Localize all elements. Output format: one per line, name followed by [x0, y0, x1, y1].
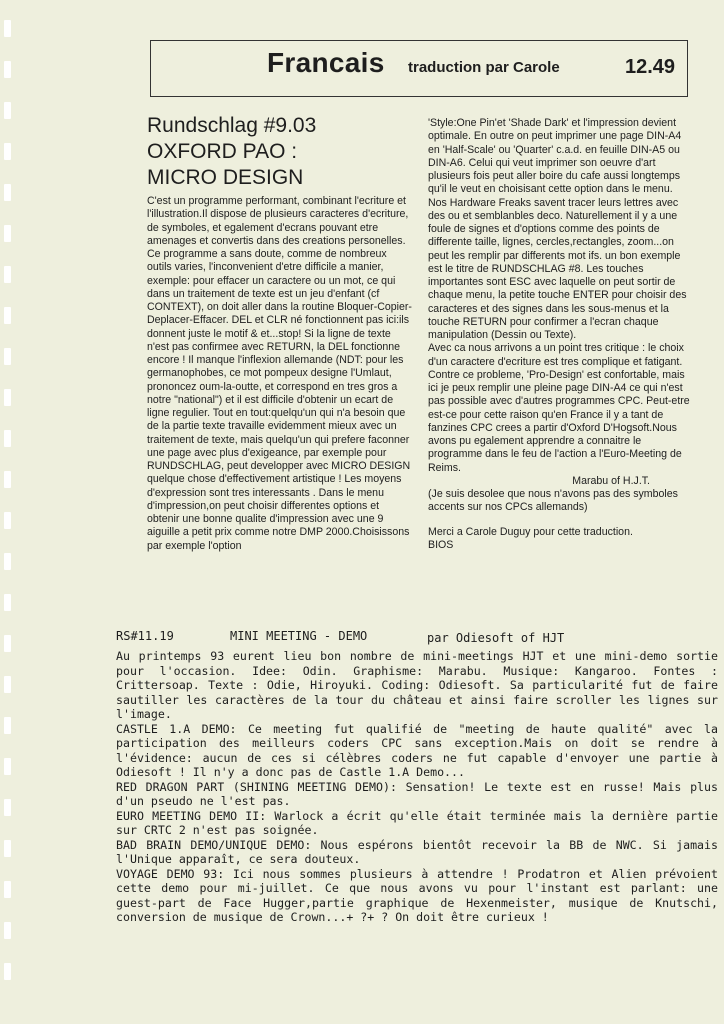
- article-right-column: [428, 117, 690, 552]
- binder-hole: [4, 102, 11, 119]
- article-left-column: [147, 113, 412, 553]
- demo-paragraph: EURO MEETING DEMO II: Warlock a écrit qu'elle était terminée mais la dernière partie sur CRTC 2 n'est pas soignée.: [116, 808, 718, 837]
- binder-hole: [4, 307, 11, 324]
- binder-hole: [4, 594, 11, 611]
- demo-article-header: [116, 629, 718, 649]
- binder-hole: [4, 635, 11, 652]
- thanks-line: Merci a Carole Duguy pour cette traduction.: [428, 525, 633, 538]
- translator-credit: traduction par Carole: [408, 59, 560, 76]
- binder-hole: [4, 758, 11, 775]
- article-title: MINI MEETING - DEMO: [230, 629, 368, 643]
- thanks-author: BIOS: [428, 538, 454, 551]
- binder-hole: [4, 143, 11, 160]
- section-title: Francais: [267, 47, 385, 78]
- binder-hole: [4, 225, 11, 242]
- demo-paragraph: Au printemps 93 eurent lieu bon nombre de mini-meetings HJT et une mini-demo sortie pour l'occasion. Idee: Odin. Graphisme: Marabu. Musique: Kangaroo. Fontes : Crittersoap. Texte : Odie, Hiroyuki. Coding: Odiesoft. Sa particularité fut de faire sautiller les caractères de la tour du château et ainsi faire scroller les lignes sur l'image.: [116, 649, 718, 721]
- binder-hole: [4, 676, 11, 693]
- binder-hole: [4, 881, 11, 898]
- binder-hole: [4, 20, 11, 37]
- article-body-text: C'est un programme performant, combinant l'ecriture et l'illustration.Il dispose de plusieurs caracteres d'ecriture, de symboles, et egalement d'ecrans pouvant etre amenages et convertis dans des creations personelles. Ce programme a sans doute, comme de nombreux outils varies, l'inconvenient d'etre difficile a manier, exemple: pour effacer un caractere ou un mot, ce qui dans un traitement de texte est un jeu d'enfant (cf CONTEXT), on doit aller dans la routine Bloquer-Copier-Deplacer-Effacer. DEL et CLR né fonctionnent pas ici:ils donnent juste le motif & et...stop! Si la ligne de texte n'est pas confirmee avec RETURN, la DEL fonctionne encore ! Il manque l'inflexion allemande (NDT: pour les germanophobes, ce mot pompeux designe l'Umlaut, prononcez oum-la-outte, et correspond en tres gros a notre "national") et il est difficile d'obtenir un ecart de ligne regulier. Tout en tout:quelqu'un qui n'a besoin que de la partie texte travaille evidemment mieux avec un traitement de texte, mais quelqu'un qui prefere faconner une page avec plus d'exigeance, par exemple pour RUNDSCHLAG, peut developper avec MICRO DESIGN quelque chose d'effectivement artistique ! Les moyens d'expression sont tres interessants . Dans le menu d'impression,on peut choisir differentes options et obtenir une bonne qualite d'impression avec une 9 aiguille a petit prix comme notre DMP 2000.Choisissons par exemple l'option: [147, 195, 412, 552]
- binder-hole: [4, 471, 11, 488]
- demo-paragraph: RED DRAGON PART (SHINING MEETING DEMO): Sensation! Le texte est en russe! Mais plus d'un pseudo ne l'est pas.: [116, 779, 718, 808]
- article-title-line: OXFORD PAO :: [147, 140, 298, 163]
- demo-paragraph: CASTLE 1.A DEMO: Ce meeting fut qualifié de "meeting de haute qualité" avec la participation des meilleurs coders CPC sans exception.Mais on doit se rendre à l'évidence: aucun de ces si célèbres coders ne fut capable d'envoyer une partie à Odiesoft ! Il n'y a donc pas de Castle 1.A Demo...: [116, 721, 718, 779]
- demo-article: [116, 629, 718, 925]
- binder-hole: [4, 922, 11, 939]
- article-title-line: Rundschlag #9.03: [147, 114, 317, 137]
- binder-hole: [4, 553, 11, 570]
- binder-hole: [4, 799, 11, 816]
- article-byline: par Odiesoft of HJT: [427, 631, 565, 645]
- binder-hole: [4, 61, 11, 78]
- binder-holes: [0, 0, 24, 1024]
- demo-paragraph: VOYAGE DEMO 93: Ici nous sommes plusieurs à attendre ! Prodatron et Alien prévoient cette demo pour mi-juillet. Ce que nous avons vu pour l'instant est parlant: une guest-part de Face Hugger,partie graphique de Hexenmeister, musique de Knutschi, conversion de musique de Crown...+ ?+ ? On doit être curieux !: [116, 866, 718, 924]
- demo-paragraph: BAD BRAIN DEMO/UNIQUE DEMO: Nous espérons bientôt recevoir la BB de NWC. Si jamais l'Unique apparaît, ce sera douteux.: [116, 837, 718, 866]
- article-id: RS#11.19: [116, 629, 174, 643]
- article-body-text: 'Style:One Pin'et 'Shade Dark' et l'impression devient optimale. En outre on peut imprimer une page DIN-A4 en 'Half-Scale' ou 'Quarter' c.a.d. en feuille DIN-A5 ou DIN-A6. Celui qui veut imprimer son oeuvre d'art plusieurs fois peut aller boire du cafe aussi longtemps qu'il le veut en choisisant cette option dans le menu. Nos Hardware Freaks savent tracer leurs lettres avec des ou et semblanbles deco. Naturellement il y a une foule de signes et d'options comme des points de differente taille, lignes, cercles,rectangles, zoom...on peut les remplir par differents mot ifs. un bon exemple est le titre de RUNDSCHLAG #8. Les touches importantes sont ESC avec laquelle on peut sortir de chaque menu, la petite touche ENTER pour choisir des caracteres et des signes dans les sous-menus et la touche RETURN pour confirmer a l'ecran chaque manipulation (Dessin ou Texte).: [428, 117, 687, 341]
- binder-hole: [4, 840, 11, 857]
- binder-hole: [4, 512, 11, 529]
- binder-hole: [4, 184, 11, 201]
- article-body-text: Avec ca nous arrivons a un point tres critique : le choix d'un caractere d'ecriture est tres complique et fatigant. Contre ce probleme, 'Pro-Design' est confortable, mais ici je peux remplir une pleine page DIN-A4 ce qui n'est pas possible avec d'autres programmes CPC. Peut-etre est-ce pour cette raison qu'en France il y a tant de fanzines CPC crees a partir d'Oxford D'Hogsoft.Nous avons pu egalement apprendre a connaitre le programme dans le feu de l'action a l'Euro-Meeting de Reims.: [428, 342, 690, 474]
- binder-hole: [4, 389, 11, 406]
- binder-hole: [4, 963, 11, 980]
- article-title-line: MICRO DESIGN: [147, 166, 304, 189]
- binder-hole: [4, 717, 11, 734]
- binder-hole: [4, 266, 11, 283]
- binder-hole: [4, 348, 11, 365]
- page-header: [150, 40, 688, 97]
- binder-hole: [4, 430, 11, 447]
- page-number: 12.49: [625, 56, 676, 78]
- translator-note: (Je suis desolee que nous n'avons pas des symboles accents sur nos CPCs allemands): [428, 488, 678, 514]
- author-signature: Marabu of H.J.T.: [572, 474, 650, 487]
